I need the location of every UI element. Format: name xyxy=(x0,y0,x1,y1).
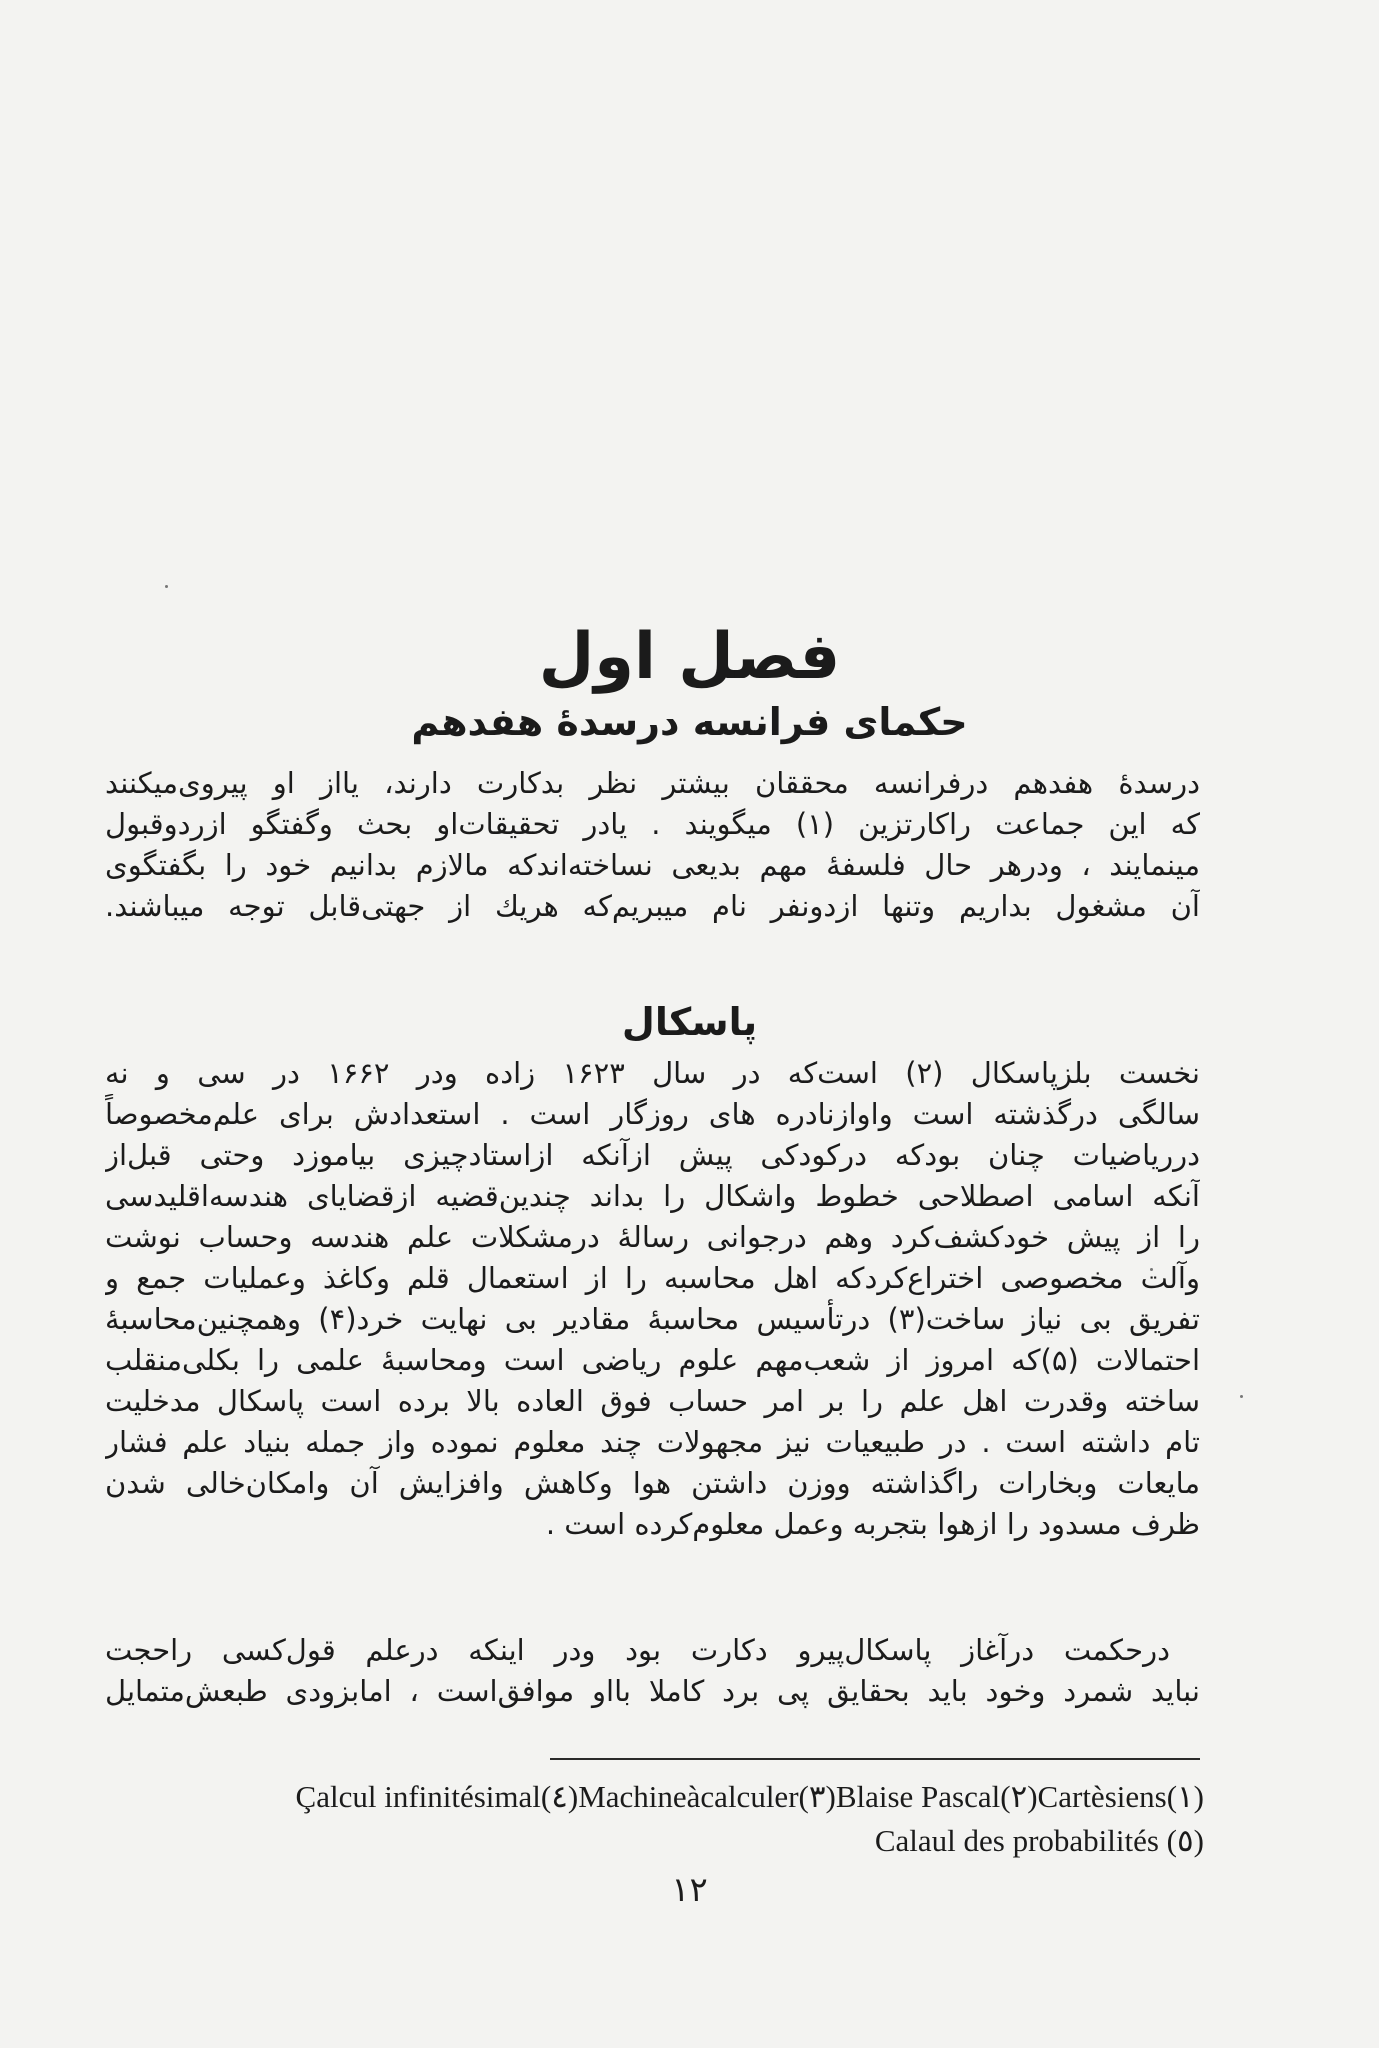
text-line: درسدهٔ هفدهم درفرانسه محققان بیشتر نظر بدکارت دارند، یااز او پیروی‌میکنند xyxy=(105,766,1200,800)
footnote-line: Çalcul infinitésimal(٤)Machineàcalculer(٣)Blaise Pascal(٢)Cartèsiens(١) xyxy=(295,1779,1204,1814)
chapter-title: فصل اول xyxy=(538,620,841,694)
text-line: تفریق بی نیاز ساخت(۳) درتأسیس محاسبهٔ مقادیر بی نهایت خرد(۴) وهمچنین‌محاسبهٔ xyxy=(105,1302,1200,1336)
text-line: ظرف مسدود را ازهوا بتجربه وعمل معلوم‌کرده است . xyxy=(545,1507,1200,1541)
section-title: پاسکال xyxy=(621,1000,758,1044)
footnotes xyxy=(74,1775,1204,1863)
text-line: را از پیش خودکشف‌کرد وهم درجوانی رسالهٔ درمشکلات علم هندسه وحساب نوشت xyxy=(105,1220,1200,1254)
text-line: مینمایند ، ودرهر حال فلسفهٔ مهم بدیعی نساخته‌اند‌که مالازم بدانیم خود را بگفتگوی xyxy=(105,848,1200,882)
paragraph-philosophy xyxy=(105,1630,1200,1712)
text-line: مایعات وبخارات راگذاشته ووزن داشتن هوا وکاهش وافزایش آن وامکان‌خالی شدن xyxy=(105,1466,1200,1500)
paragraph-intro xyxy=(105,763,1200,927)
scan-speck xyxy=(165,585,168,588)
text-line: ساخته وقدرت اهل علم را بر امر حساب فوق العاده بالا برده است پاسکال مدخلیت xyxy=(105,1384,1200,1418)
text-line: سالگی درگذشته است واوازنادره های روزگار است . استعدادش برای علم‌مخصوصاً xyxy=(105,1097,1200,1131)
text-line: وآلت مخصوصی اختراع‌کردکه اهل محاسبه را از استعمال قلم وکاغذ وعملیات جمع و xyxy=(105,1261,1200,1295)
text-line: تام داشته است . در طبیعیات نیز مجهولات چند معلوم نموده واز جمله بنیاد علم فشار xyxy=(105,1425,1200,1459)
text-line: که این جماعت راکارتزین (۱) میگویند . یادر تحقیقات‌او بحث وگفتگو ازردوقبول xyxy=(105,807,1200,841)
text-line: احتمالات (۵)که امروز از شعب‌مهم علوم ریاضی است ومحاسبهٔ علمی را بکلی‌منقلب xyxy=(105,1343,1200,1377)
text-line: نخست بلزپاسکال (۲) است‌که در سال ۱۶۲۳ زاده ودر ۱۶۶۲ در سی و نه xyxy=(105,1056,1200,1090)
text-line: درریاضیات چنان بودکه درکودکی پیش ازآنکه ازاستادچیزی بیاموزد وحتی قبل‌از xyxy=(105,1138,1200,1172)
text-line: نباید شمرد وخود باید بحقایق پی برد کاملا بااو موافق‌است ، امابزودی طبعش‌متمایل xyxy=(105,1674,1200,1708)
text-line: درحکمت درآغاز پاسکال‌پیرو دکارت بود ودر اینکه درعلم قول‌کسی راحجت xyxy=(105,1633,1170,1667)
footnote-divider xyxy=(550,1758,1200,1760)
section-title: حکمای فرانسه درسدهٔ هفدهم xyxy=(411,700,968,744)
text-line: آنکه اسامی اصطلاحی خطوط واشکال را بداند چندین‌قضیه ازقضایای هندسه‌اقلیدسی xyxy=(105,1179,1200,1213)
paragraph-pascal xyxy=(105,1053,1200,1545)
text-line: آن مشغول بداریم وتنها ازدونفر نام میبریم‌که هریك از جهتی‌قابل توجه میباشند. xyxy=(105,889,1200,923)
scan-speck xyxy=(1240,1395,1243,1398)
footnote-line: Calaul des probabilités (٥) xyxy=(874,1823,1204,1858)
page-number: ۱۲ xyxy=(671,1870,708,1910)
